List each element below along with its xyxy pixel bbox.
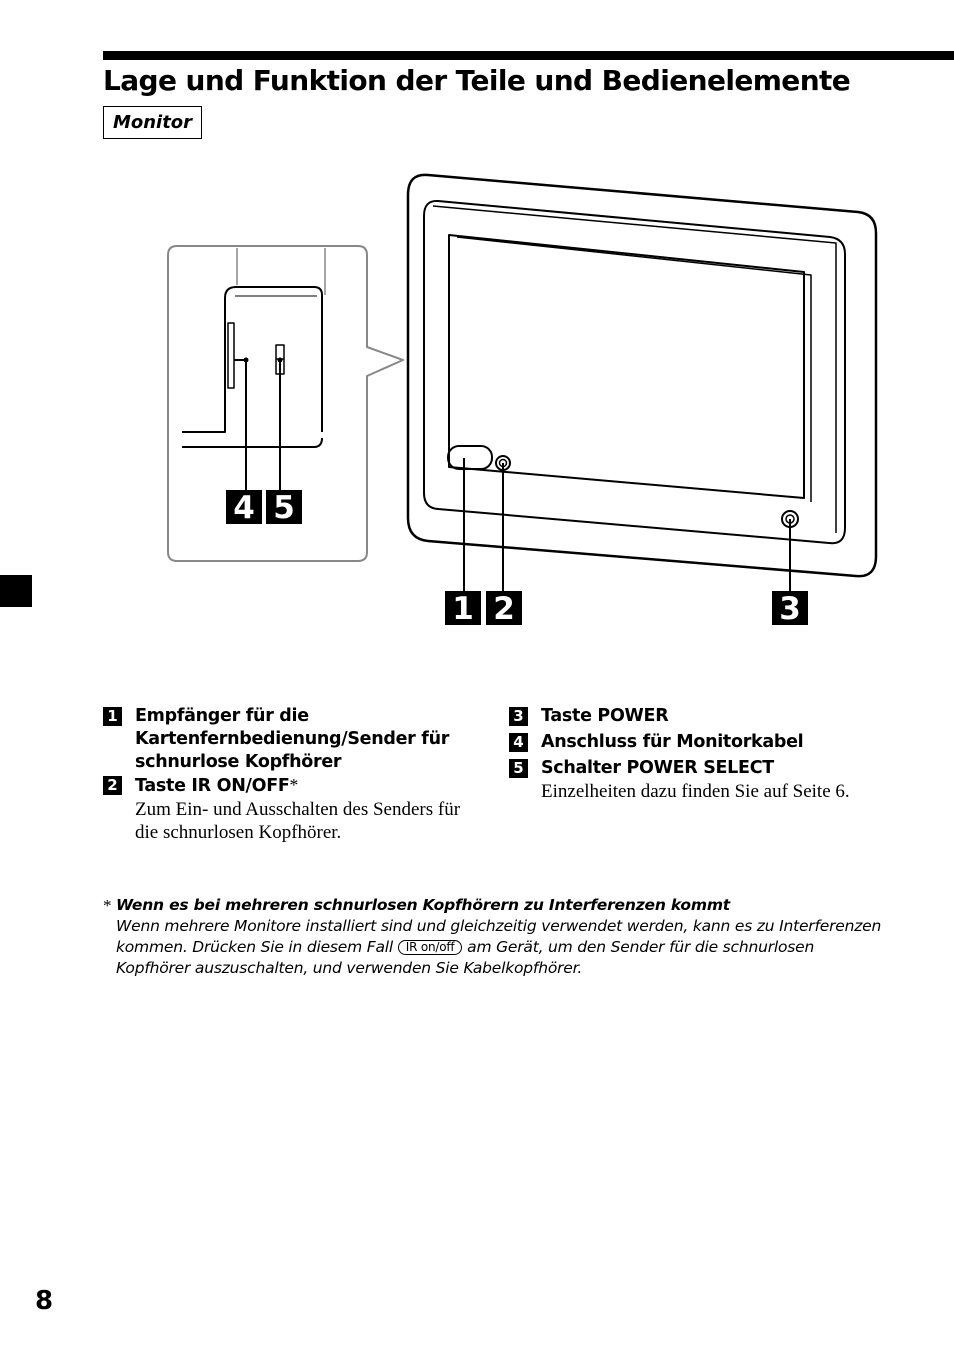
item-title: Anschluss für Monitorkabel [541,732,804,752]
monitor-cable-connector-shape [228,323,234,388]
item-description: Einzelheiten dazu finden Sie auf Seite 6. [541,781,850,802]
item-title: Taste IR ON/OFF* [135,775,298,796]
list-item [509,757,869,803]
footnote-body: Wenn mehrere Monitore installiert sind und gleichzeitig verwendet werden, kann es zu Interferenzen kommen. Drücken Sie in diesem Fall IR on/off am Gerät, um den Sender für die schnurlosen Kopfhörer auszuschalten, und verwenden Sie Kabelkopfhörer. [116,917,882,977]
parts-list-right [509,705,869,803]
item-title: Taste POWER [541,706,669,726]
page-number: 8 [35,1286,54,1316]
list-item [103,774,473,844]
callout-3: 3 [779,591,801,627]
list-item [509,705,869,728]
section-label: Monitor [103,106,202,139]
list-item [509,731,869,754]
callout-1: 1 [452,591,474,627]
monitor-screen [449,235,804,498]
ir-on-off-key-label: IR on/off [398,940,463,955]
callout-5: 5 [273,490,295,526]
footnote-asterisk: * [289,775,298,795]
ir-receiver-window [448,446,492,469]
list-item [103,705,473,774]
item-title: Schalter POWER SELECT [541,758,774,778]
footnote-title: Wenn es bei mehreren schnurlosen Kopfhörern zu Interferenzen kommt [116,896,730,914]
item-number-badge: 5 [509,759,528,778]
item-description: Zum Ein- und Ausschalten des Senders für die schnurlosen Kopfhörer. [135,799,461,843]
footnote-mark: * [103,896,112,915]
footnote [103,895,883,979]
item-number-badge: 1 [103,707,122,726]
item-number-badge: 3 [509,707,528,726]
monitor-bezel [424,201,845,543]
callout-4: 4 [233,490,255,526]
page-title: Lage und Funktion der Teile und Bedienelemente [103,64,851,97]
item-number-badge: 2 [103,776,122,795]
callout-2: 2 [493,591,515,627]
item-number-badge: 4 [509,733,528,752]
item-title: Empfänger für die Kartenfernbedienung/Sender für schnurlose Kopfhörer [135,706,450,772]
parts-list-left [103,705,473,844]
